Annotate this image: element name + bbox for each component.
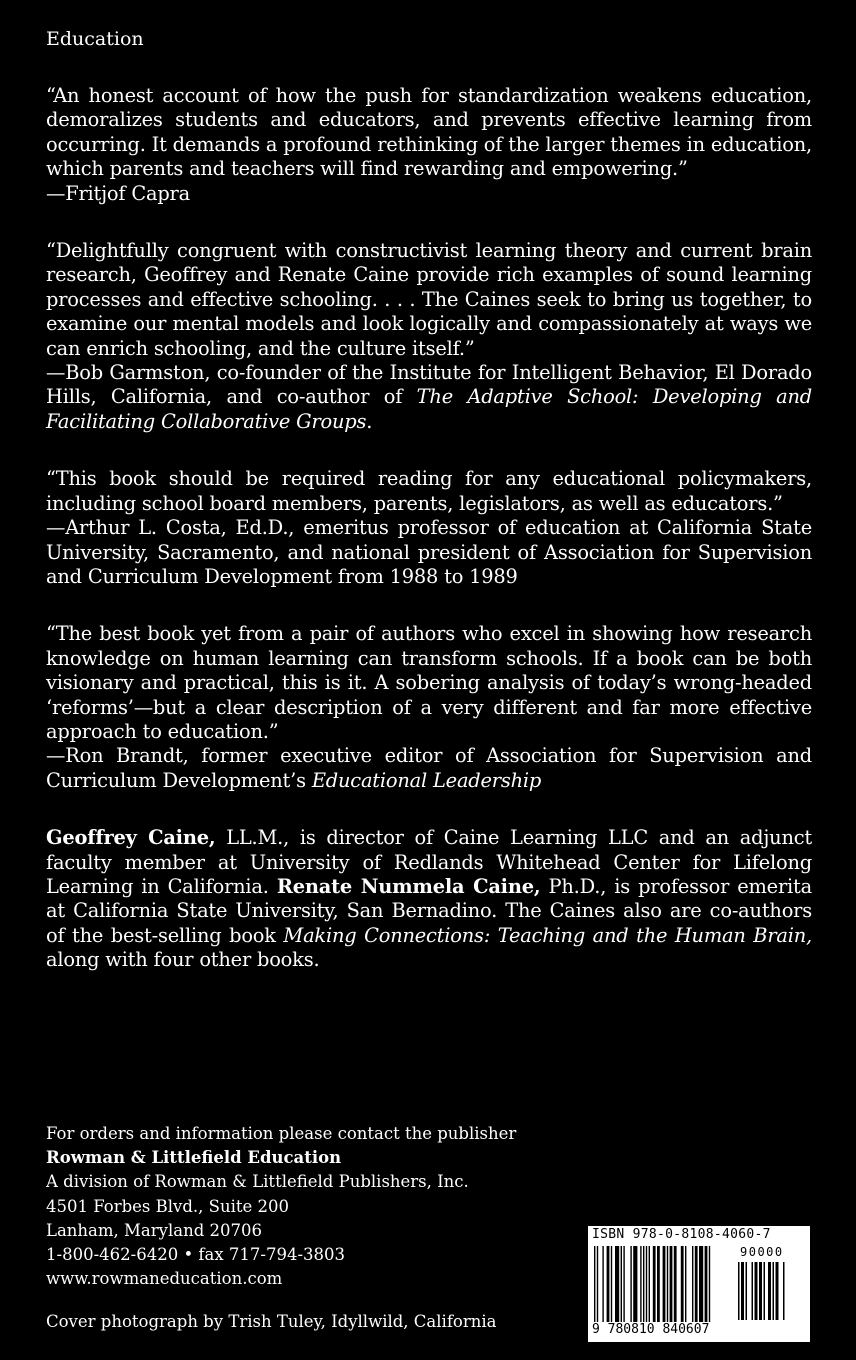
- ean-digits: 9 780810 840607: [592, 1322, 710, 1337]
- price-addon-digits: 90000: [740, 1245, 784, 1259]
- barcode-bar: [709, 1246, 710, 1322]
- blurb-quote: “Delightfully congruent with constructivist learning theory and current brain research, Geoffrey and Renate Caine provide rich examples of sound learning processes and effective schooling. . . . The Caines seek to bring us together, to examine our mental models and look logically and compassionately at ways we can enrich schooling, and the culture itself.”: [46, 239, 812, 360]
- blurb-attribution: [46, 744, 812, 793]
- publication-title-italic: Educational Leadership: [311, 768, 542, 792]
- publisher-address-line1: 4501 Forbes Blvd., Suite 200: [46, 1196, 290, 1216]
- barcode-bar: [768, 1262, 771, 1320]
- author-bio: [46, 826, 812, 972]
- blurb-costa: [46, 467, 812, 589]
- blurb-quote: “The best book yet from a pair of authors who excel in showing how research knowledge on human learning can transform schools. If a book can be both visionary and practical, this is it. A sobering analysis of today’s wrong-headed ‘reforms’—but a clear description of a very different and far more effective approach to education.”: [46, 622, 812, 743]
- blurb-quote: “This book should be required reading for any educational policymakers, including school board members, parents, legislators, as well as educators.”: [46, 467, 812, 515]
- barcode-bar: [674, 1246, 677, 1322]
- blurb-garmston: [46, 239, 812, 434]
- barcode-bar: [773, 1262, 775, 1320]
- publisher-website: www.rowmaneducation.com: [46, 1269, 283, 1289]
- publisher-division: A division of Rowman & Littlefield Publishers, Inc.: [46, 1172, 469, 1192]
- blurb-attribution: —Arthur L. Costa, Ed.D., emeritus professor of education at California State University, Sacramento, and national president of Association for Supervision and Curriculum Development from 1988 to 1989: [46, 516, 812, 588]
- barcode-bar: [602, 1246, 603, 1322]
- barcode-bar: [653, 1246, 656, 1322]
- back-cover-text: [46, 84, 812, 973]
- barcode-bar: [630, 1246, 631, 1322]
- barcode-bar: [699, 1246, 703, 1322]
- barcode-bar: [649, 1246, 650, 1322]
- blurb-attribution: [46, 361, 812, 434]
- author-name-geoffrey: Geoffrey Caine,: [46, 826, 216, 850]
- barcode-bar: [594, 1246, 595, 1322]
- barcode-bar: [623, 1246, 624, 1322]
- category-label: Education: [46, 28, 144, 50]
- barcode-bar: [692, 1246, 693, 1322]
- barcode-bar: [643, 1246, 644, 1322]
- attribution-end: .: [366, 409, 373, 433]
- barcode-bar: [705, 1246, 708, 1322]
- publisher-intro: For orders and information please contact the publisher: [46, 1124, 517, 1143]
- book-title-italic: Making Connections: Teaching and the Human Brain,: [283, 923, 813, 947]
- barcode-bar: [615, 1246, 619, 1322]
- attribution-text: —Ron Brandt, former executive editor of Association for Supervision and Curriculum Development’s: [46, 744, 812, 792]
- publisher-name: Rowman & Littlefield Education: [46, 1148, 342, 1168]
- author-name-renate: Renate Nummela Caine,: [276, 874, 541, 898]
- blurb-attribution: —Fritjof Capra: [46, 181, 190, 205]
- barcode-bar: [681, 1246, 684, 1322]
- barcode-bar: [663, 1246, 666, 1322]
- barcode-bar: [759, 1262, 762, 1320]
- blurb-quote: “An honest account of how the push for standardization weakens education, demoralizes students and educators, and prevents effective learning from occurring. It demands a profound rethinking of the larger themes in education, which parents and teachers will find rewarding and empowering.”: [46, 84, 812, 181]
- blurb-brandt: [46, 622, 812, 793]
- barcode-bar: [621, 1246, 622, 1322]
- barcode-bar: [611, 1246, 612, 1322]
- barcode-bar: [783, 1262, 785, 1320]
- barcode-bar: [640, 1246, 641, 1322]
- cover-photo-credit: Cover photograph by Trish Tuley, Idyllwild, California: [46, 1312, 497, 1331]
- bio-text: LL.M., is director of Caine Learning LLC and an adjunct faculty member at University of Redlands Whitehead Center for Lifelong Learning in California.: [46, 826, 812, 898]
- publisher-phone: 1-800-462-6420 • fax 717-794-3803: [46, 1245, 346, 1265]
- isbn-barcode: [588, 1226, 810, 1342]
- bio-text: along with four other books.: [46, 948, 320, 972]
- barcode-bar: [752, 1262, 754, 1320]
- barcode-bar: [670, 1246, 673, 1322]
- barcode-bar: [685, 1246, 686, 1322]
- book-title-italic: The Adaptive School: Developing and Facilitating Collaborative Groups: [46, 385, 812, 433]
- bio-text: Ph.D., is professor emerita at California State University, San Bernadino. The Caines also are co-authors of the best-selling book: [46, 874, 812, 947]
- barcode-bar: [764, 1262, 766, 1320]
- blurb-capra: [46, 84, 812, 206]
- barcode-bar: [657, 1246, 660, 1322]
- barcode-bar: [738, 1262, 740, 1320]
- barcode-bar: [597, 1246, 598, 1322]
- barcode-bar: [776, 1262, 779, 1320]
- ean13-bars: [594, 1246, 734, 1324]
- barcode-bar: [607, 1246, 610, 1322]
- barcode-bar: [667, 1246, 668, 1322]
- barcode-bar: [755, 1262, 758, 1320]
- attribution-text: —Bob Garmston, co-founder of the Institute for Intelligent Behavior, El Dorado Hills, California, and co-author of: [46, 361, 812, 409]
- isbn-label: ISBN 978-0-8108-4060-7: [592, 1227, 771, 1242]
- barcode-bar: [646, 1246, 647, 1322]
- barcode-bar: [746, 1262, 748, 1320]
- publisher-info: [46, 1122, 546, 1291]
- addon-bars: [738, 1262, 802, 1322]
- barcode-bar: [741, 1262, 744, 1320]
- barcode-bar: [695, 1246, 698, 1322]
- publisher-address-line2: Lanham, Maryland 20706: [46, 1220, 262, 1240]
- barcode-bar: [633, 1246, 637, 1322]
